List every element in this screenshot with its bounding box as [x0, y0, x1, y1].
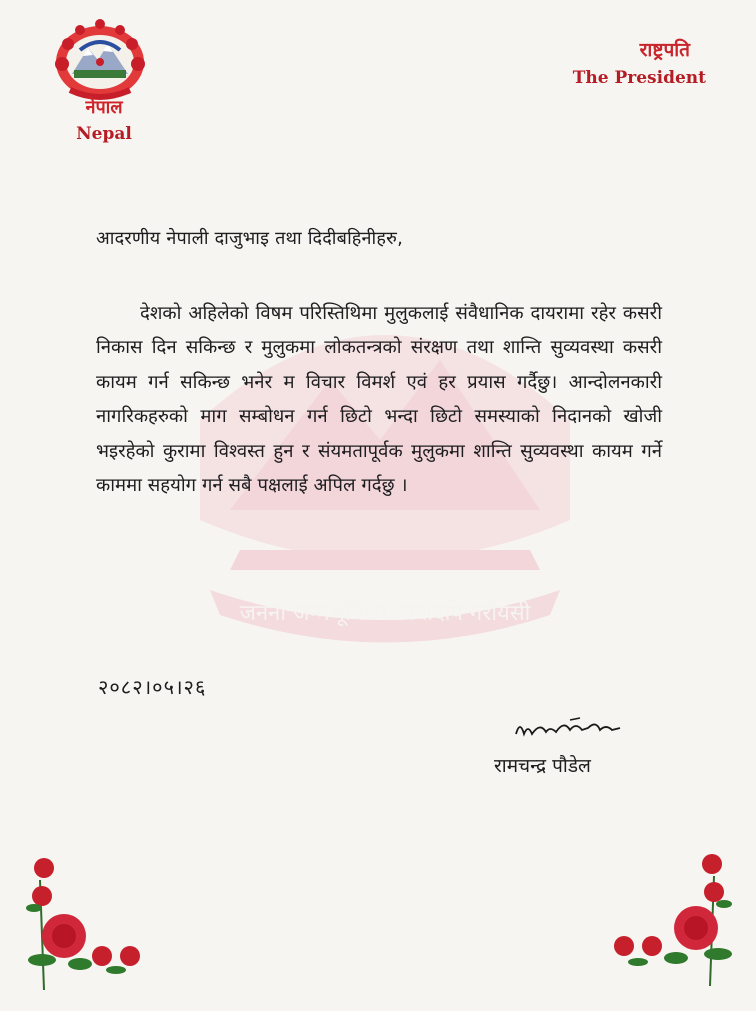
nepal-emblem-icon	[50, 14, 150, 104]
rhododendron-right-icon	[606, 846, 746, 996]
office-title-english: The President	[572, 68, 706, 88]
signer-name: रामचन्द्र पौडेल	[494, 755, 591, 777]
letter-salutation: आदरणीय नेपाली दाजुभाइ तथा दिदीबहिनीहरु,	[96, 228, 404, 249]
office-title-nepali: राष्ट्रपति	[639, 39, 690, 61]
rhododendron-left-icon	[20, 850, 150, 1000]
letter-body: देशको अहिलेको विषम परिस्तिथिमा मुलुकलाई संवैधानिक दायरामा रहेर कसरी निकास दिन सकिन्छ र मुलुकमा लोकतन्त्रको संरक्षण तथा शान्ति सुव्यवस्था कसरी कायम गर्न सकिन्छ भनेर म विचार विमर्श एवं हर प्रयास गर्दैछु। आन्दोलनकारी नागरिकहरुको माग सम्बोधन गर्न छिटो भन्दा छिटो समस्याको निदानको खोजी भइरहेको कुरामा विश्वस्त हुन र संयमतापूर्वक मुलुकमा शान्ति सुव्यवस्था कायम गर्ने काममा सहयोग गर्न सबै पक्षलाई अपिल गर्दछु ।	[96, 303, 662, 497]
country-name-english: Nepal	[76, 124, 132, 144]
letter-date: २०८२।०५।२६	[98, 675, 207, 699]
country-name-nepali: नेपाल	[85, 97, 123, 118]
handwritten-signature	[510, 710, 630, 746]
watermark-motto: जननी जन्मभूमिश्च स्वर्गादपि गरीयसी	[239, 601, 531, 626]
